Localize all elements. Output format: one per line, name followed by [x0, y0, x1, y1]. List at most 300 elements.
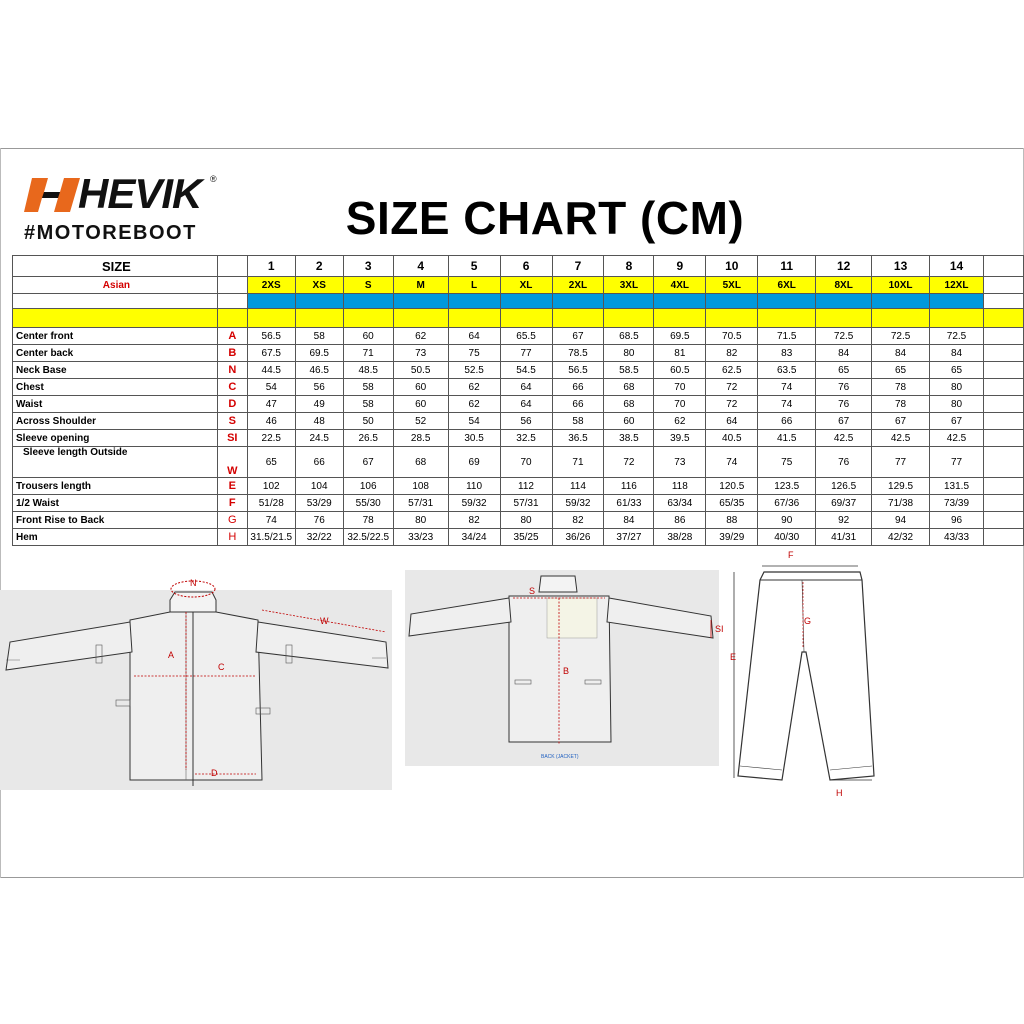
yellow-fill-cell	[295, 309, 343, 328]
size-number-4: 4	[393, 256, 448, 277]
label-F: F	[788, 550, 794, 560]
measure-value: 67	[872, 413, 930, 430]
cyan-fill-cell	[552, 294, 604, 309]
label-B: B	[563, 666, 570, 676]
back-jacket-caption: BACK (JACKET)	[541, 754, 579, 760]
size-number-9: 9	[654, 256, 706, 277]
trousers-diagram	[726, 548, 876, 800]
measure-value: 129.5	[872, 478, 930, 495]
measure-value: 126.5	[816, 478, 872, 495]
cyan-fill-cell	[872, 294, 930, 309]
yellow-fill-cell	[247, 309, 295, 328]
spacer-cell	[983, 396, 1023, 413]
spacer-cell	[983, 413, 1023, 430]
measure-value: 64	[706, 413, 758, 430]
cyan-fill-cell	[816, 294, 872, 309]
yellow-fill-cell	[872, 309, 930, 328]
measure-value: 64	[500, 396, 552, 413]
measure-value: 80	[930, 396, 984, 413]
label-S: S	[529, 586, 536, 596]
measure-value: 56.5	[247, 328, 295, 345]
asian-size-12xl: 12XL	[930, 277, 984, 294]
measure-value: 76	[816, 447, 872, 478]
asian-size-5xl: 5XL	[706, 277, 758, 294]
measure-value: 80	[500, 512, 552, 529]
measure-value: 42.5	[816, 430, 872, 447]
measure-value: 69.5	[654, 328, 706, 345]
cyan-fill-cell	[500, 294, 552, 309]
asian-size-6xl: 6XL	[758, 277, 816, 294]
asian-size-3xl: 3XL	[604, 277, 654, 294]
measure-value: 72.5	[816, 328, 872, 345]
measure-value: 108	[393, 478, 448, 495]
measure-value: 67.5	[247, 345, 295, 362]
measure-value: 65.5	[500, 328, 552, 345]
size-number-14: 14	[930, 256, 984, 277]
spacer-cell	[983, 362, 1023, 379]
measure-value: 50.5	[393, 362, 448, 379]
measure-value: 68	[604, 379, 654, 396]
measure-value: 38.5	[604, 430, 654, 447]
yellow-fill-cell	[500, 309, 552, 328]
asian-size-s: S	[343, 277, 393, 294]
asian-size-m: M	[393, 277, 448, 294]
measure-value: 60	[604, 413, 654, 430]
spacer-cell	[217, 256, 247, 277]
asian-size-2xs: 2XS	[247, 277, 295, 294]
measure-value: 38/28	[654, 529, 706, 546]
measure-label: Center front	[13, 328, 218, 345]
label-SI: SI	[715, 624, 724, 634]
measure-code: SI	[217, 430, 247, 447]
measure-value: 72.5	[930, 328, 984, 345]
measure-label: Waist	[13, 396, 218, 413]
brand-logo	[24, 172, 224, 247]
measure-value: 63/34	[654, 495, 706, 512]
measure-code: D	[217, 396, 247, 413]
label-W: W	[320, 616, 329, 626]
trousers-illustration	[726, 548, 876, 800]
brand-tagline: #MOTOREBOOT	[24, 222, 197, 244]
measure-value: 39.5	[654, 430, 706, 447]
measure-value: 123.5	[758, 478, 816, 495]
measure-value: 73	[393, 345, 448, 362]
measure-value: 116	[604, 478, 654, 495]
measure-value: 67	[930, 413, 984, 430]
measure-value: 24.5	[295, 430, 343, 447]
measure-value: 39/29	[706, 529, 758, 546]
measure-value: 56.5	[552, 362, 604, 379]
measure-row-n	[13, 362, 1024, 379]
measure-value: 57/31	[393, 495, 448, 512]
measure-value: 96	[930, 512, 984, 529]
spacer-cell	[983, 256, 1023, 277]
measure-value: 54	[448, 413, 500, 430]
measure-value: 90	[758, 512, 816, 529]
size-number-7: 7	[552, 256, 604, 277]
measure-code: C	[217, 379, 247, 396]
measure-value: 32.5/22.5	[343, 529, 393, 546]
measure-value: 26.5	[343, 430, 393, 447]
measure-value: 57/31	[500, 495, 552, 512]
size-number-3: 3	[343, 256, 393, 277]
measure-row-c	[13, 379, 1024, 396]
size-number-10: 10	[706, 256, 758, 277]
measure-value: 74	[758, 396, 816, 413]
measure-value: 65	[816, 362, 872, 379]
measure-value: 43/33	[930, 529, 984, 546]
measure-value: 69/37	[816, 495, 872, 512]
measure-value: 62	[654, 413, 706, 430]
measure-label: Hem	[13, 529, 218, 546]
measure-value: 131.5	[930, 478, 984, 495]
measure-value: 84	[816, 345, 872, 362]
measure-value: 70.5	[706, 328, 758, 345]
measure-value: 52.5	[448, 362, 500, 379]
measure-value: 66	[758, 413, 816, 430]
measure-value: 68	[393, 447, 448, 478]
measure-row-e	[13, 478, 1024, 495]
measure-value: 94	[872, 512, 930, 529]
jacket-back-illustration	[405, 570, 724, 766]
measure-value: 78	[872, 379, 930, 396]
measure-row-h	[13, 529, 1024, 546]
measure-value: 44.5	[247, 362, 295, 379]
measure-value: 80	[930, 379, 984, 396]
measure-value: 73/39	[930, 495, 984, 512]
measure-value: 58	[343, 396, 393, 413]
measure-value: 59/32	[552, 495, 604, 512]
measure-value: 120.5	[706, 478, 758, 495]
yellow-fill-cell	[654, 309, 706, 328]
measure-label: Trousers length	[13, 478, 218, 495]
measure-value: 56	[295, 379, 343, 396]
measure-code: E	[217, 478, 247, 495]
measure-value: 77	[500, 345, 552, 362]
measure-value: 64	[500, 379, 552, 396]
measure-label: Sleeve opening	[13, 430, 218, 447]
measure-value: 67	[816, 413, 872, 430]
measure-value: 30.5	[448, 430, 500, 447]
measure-value: 58	[295, 328, 343, 345]
measure-value: 80	[604, 345, 654, 362]
measure-value: 63.5	[758, 362, 816, 379]
asian-size-4xl: 4XL	[654, 277, 706, 294]
logo-mark-icon	[24, 176, 80, 214]
size-number-13: 13	[872, 256, 930, 277]
measure-value: 36/26	[552, 529, 604, 546]
measure-value: 42.5	[930, 430, 984, 447]
measure-value: 106	[343, 478, 393, 495]
measure-code: N	[217, 362, 247, 379]
measure-value: 71/38	[872, 495, 930, 512]
cyan-fill-cell	[343, 294, 393, 309]
measure-label: Sleeve length Outside	[13, 447, 218, 478]
measure-value: 66	[552, 396, 604, 413]
measure-value: 32/22	[295, 529, 343, 546]
size-number-6: 6	[500, 256, 552, 277]
measure-value: 68.5	[604, 328, 654, 345]
measure-value: 60	[343, 328, 393, 345]
measure-value: 71	[343, 345, 393, 362]
measure-value: 102	[247, 478, 295, 495]
measure-value: 118	[654, 478, 706, 495]
measure-value: 35/25	[500, 529, 552, 546]
size-number-8: 8	[604, 256, 654, 277]
measure-value: 28.5	[393, 430, 448, 447]
measure-value: 40.5	[706, 430, 758, 447]
label-C: C	[218, 662, 225, 672]
measure-value: 84	[872, 345, 930, 362]
page-title: SIZE CHART (CM)	[345, 192, 745, 244]
yellow-fill-cell	[816, 309, 872, 328]
yellow-fill-cell	[983, 309, 1023, 328]
measure-value: 58.5	[604, 362, 654, 379]
cyan-fill-cell	[247, 294, 295, 309]
measure-value: 62	[393, 328, 448, 345]
spacer-cell	[983, 495, 1023, 512]
measure-value: 67/36	[758, 495, 816, 512]
size-number-1: 1	[247, 256, 295, 277]
measure-value: 50	[343, 413, 393, 430]
cyan-fill-cell	[758, 294, 816, 309]
label-E: E	[730, 652, 737, 662]
blank-cell	[217, 294, 247, 309]
measure-code: G	[217, 512, 247, 529]
measure-value: 58	[343, 379, 393, 396]
measure-value: 66	[552, 379, 604, 396]
measure-row-g	[13, 512, 1024, 529]
label-A: A	[168, 650, 175, 660]
size-number-2: 2	[295, 256, 343, 277]
measure-value: 51/28	[247, 495, 295, 512]
measure-value: 78	[872, 396, 930, 413]
measure-value: 72.5	[872, 328, 930, 345]
measure-value: 46	[247, 413, 295, 430]
measure-value: 84	[930, 345, 984, 362]
asian-size-10xl: 10XL	[872, 277, 930, 294]
measure-label: Neck Base	[13, 362, 218, 379]
size-number-5: 5	[448, 256, 500, 277]
measure-value: 42.5	[872, 430, 930, 447]
measure-label: Across Shoulder	[13, 413, 218, 430]
region-label: Asian	[13, 277, 218, 294]
measure-value: 59/32	[448, 495, 500, 512]
measure-value: 69.5	[295, 345, 343, 362]
measure-value: 71.5	[758, 328, 816, 345]
jacket-back-diagram	[405, 570, 724, 766]
spacer-cell	[983, 277, 1023, 294]
cyan-fill-cell	[604, 294, 654, 309]
yellow-fill-cell	[930, 309, 984, 328]
measure-value: 46.5	[295, 362, 343, 379]
measure-code: H	[217, 529, 247, 546]
cyan-fill-cell	[930, 294, 984, 309]
blank-cyan-row	[13, 294, 1024, 309]
measure-row-d	[13, 396, 1024, 413]
measure-value: 53/29	[295, 495, 343, 512]
measure-value: 80	[393, 512, 448, 529]
measure-value: 65/35	[706, 495, 758, 512]
measure-value: 78	[343, 512, 393, 529]
measure-value: 114	[552, 478, 604, 495]
measure-value: 60	[393, 396, 448, 413]
measure-value: 61/33	[604, 495, 654, 512]
measure-value: 72	[706, 379, 758, 396]
blank-yellow-row	[13, 309, 1024, 328]
measure-value: 75	[448, 345, 500, 362]
cyan-fill-cell	[706, 294, 758, 309]
measure-row-a	[13, 328, 1024, 345]
measure-value: 56	[500, 413, 552, 430]
measure-value: 71	[552, 447, 604, 478]
measure-row-w	[13, 447, 1024, 478]
measure-value: 70	[654, 396, 706, 413]
measure-value: 65	[247, 447, 295, 478]
yellow-fill-cell	[706, 309, 758, 328]
measure-value: 88	[706, 512, 758, 529]
measure-value: 49	[295, 396, 343, 413]
measure-value: 32.5	[500, 430, 552, 447]
measure-value: 62	[448, 379, 500, 396]
spacer-cell	[983, 512, 1023, 529]
measure-value: 77	[930, 447, 984, 478]
measure-row-s	[13, 413, 1024, 430]
measure-label: Front Rise to Back	[13, 512, 218, 529]
measure-value: 76	[295, 512, 343, 529]
measure-value: 37/27	[604, 529, 654, 546]
measure-value: 67	[552, 328, 604, 345]
spacer-cell	[983, 430, 1023, 447]
blank-cell	[983, 294, 1023, 309]
measure-code: W	[217, 447, 247, 478]
measure-row-f	[13, 495, 1024, 512]
measure-value: 41/31	[816, 529, 872, 546]
jacket-front-illustration	[0, 578, 392, 790]
measure-value: 65	[872, 362, 930, 379]
spacer-cell	[983, 379, 1023, 396]
label-D: D	[211, 768, 218, 778]
spacer-cell	[983, 328, 1023, 345]
yellow-fill-cell	[343, 309, 393, 328]
measure-value: 70	[500, 447, 552, 478]
measure-value: 36.5	[552, 430, 604, 447]
yellow-fill-cell	[758, 309, 816, 328]
asian-size-row	[13, 277, 1024, 294]
measure-value: 76	[816, 379, 872, 396]
measure-label: Chest	[13, 379, 218, 396]
measure-value: 69	[448, 447, 500, 478]
size-table-body	[13, 256, 1024, 546]
asian-size-2xl: 2XL	[552, 277, 604, 294]
measure-value: 47	[247, 396, 295, 413]
spacer-cell	[983, 345, 1023, 362]
measure-value: 40/30	[758, 529, 816, 546]
measure-code: S	[217, 413, 247, 430]
measure-code: B	[217, 345, 247, 362]
measure-value: 74	[706, 447, 758, 478]
cyan-fill-cell	[654, 294, 706, 309]
measure-value: 70	[654, 379, 706, 396]
measure-value: 52	[393, 413, 448, 430]
jacket-front-diagram	[0, 578, 392, 790]
measure-value: 54.5	[500, 362, 552, 379]
spacer-cell	[983, 478, 1023, 495]
size-number-12: 12	[816, 256, 872, 277]
measure-value: 62	[448, 396, 500, 413]
yellow-fill-cell	[393, 309, 448, 328]
yellow-fill-cell	[552, 309, 604, 328]
cyan-fill-cell	[295, 294, 343, 309]
measure-value: 82	[448, 512, 500, 529]
measure-value: 42/32	[872, 529, 930, 546]
label-H: H	[836, 788, 843, 798]
measure-value: 41.5	[758, 430, 816, 447]
measure-value: 110	[448, 478, 500, 495]
logo-wordmark: HEVIK	[78, 170, 202, 217]
measure-row-si	[13, 430, 1024, 447]
yellow-fill-cell	[217, 309, 247, 328]
frame-top-rule	[0, 148, 1024, 149]
measure-value: 67	[343, 447, 393, 478]
cyan-fill-cell	[393, 294, 448, 309]
measure-value: 73	[654, 447, 706, 478]
measure-value: 92	[816, 512, 872, 529]
spacer-cell	[217, 277, 247, 294]
frame-bottom-rule	[0, 877, 1024, 878]
measure-value: 66	[295, 447, 343, 478]
registered-mark: ®	[210, 174, 217, 184]
measure-value: 75	[758, 447, 816, 478]
label-G: G	[804, 616, 812, 626]
cyan-fill-cell	[448, 294, 500, 309]
measure-value: 77	[872, 447, 930, 478]
size-number-11: 11	[758, 256, 816, 277]
asian-size-l: L	[448, 277, 500, 294]
measure-value: 86	[654, 512, 706, 529]
measure-value: 34/24	[448, 529, 500, 546]
measure-value: 74	[758, 379, 816, 396]
measure-value: 104	[295, 478, 343, 495]
asian-size-xl: XL	[500, 277, 552, 294]
measure-value: 60	[393, 379, 448, 396]
measure-value: 76	[816, 396, 872, 413]
measure-value: 48	[295, 413, 343, 430]
label-N: N	[190, 578, 197, 588]
measure-value: 112	[500, 478, 552, 495]
size-header: SIZE	[13, 256, 218, 277]
measure-value: 62.5	[706, 362, 758, 379]
yellow-fill-cell	[13, 309, 218, 328]
measure-value: 78.5	[552, 345, 604, 362]
measure-value: 82	[706, 345, 758, 362]
measure-value: 74	[247, 512, 295, 529]
asian-size-8xl: 8XL	[816, 277, 872, 294]
size-chart-table	[12, 255, 1024, 546]
measure-value: 65	[930, 362, 984, 379]
size-number-row	[13, 256, 1024, 277]
measure-code: A	[217, 328, 247, 345]
measure-value: 68	[604, 396, 654, 413]
yellow-fill-cell	[448, 309, 500, 328]
measure-value: 81	[654, 345, 706, 362]
measure-value: 64	[448, 328, 500, 345]
measure-value: 55/30	[343, 495, 393, 512]
measure-value: 31.5/21.5	[247, 529, 295, 546]
measure-value: 82	[552, 512, 604, 529]
measure-code: F	[217, 495, 247, 512]
yellow-fill-cell	[604, 309, 654, 328]
